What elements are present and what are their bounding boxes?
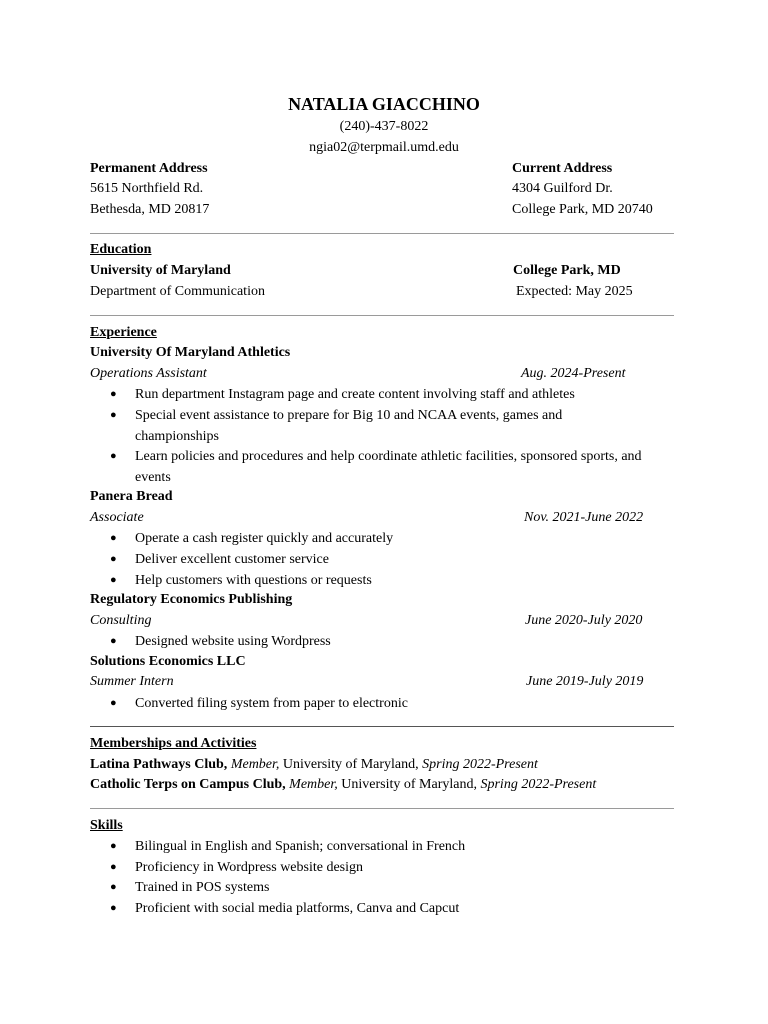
job-role: Associate xyxy=(90,510,144,525)
list-item xyxy=(110,693,670,714)
job-org: University Of Maryland Athletics xyxy=(90,345,291,360)
bullet-icon: ● xyxy=(110,409,117,421)
list-item xyxy=(110,857,670,878)
bullet-icon: ● xyxy=(110,450,117,462)
divider xyxy=(90,233,674,234)
membership-org: University of Maryland, xyxy=(282,757,419,772)
job-bullet-text: Run department Instagram page and create content involving staff and athletes xyxy=(135,387,575,402)
list-item xyxy=(110,570,670,591)
job-org: Regulatory Economics Publishing xyxy=(90,592,293,607)
job-dates: June 2020-July 2020 xyxy=(525,613,643,628)
job-dates: Aug. 2024-Present xyxy=(521,366,626,381)
education-school: University of Maryland xyxy=(90,263,231,278)
skill-text: Proficiency in Wordpress website design xyxy=(135,860,364,875)
job-bullet-text: Converted filing system from paper to electronic xyxy=(135,696,408,711)
job-bullet-text: Learn policies and procedures and help coordinate athletic facilities, sponsored sports, and events xyxy=(135,449,642,485)
current-address-label: Current Address xyxy=(512,161,613,176)
job-role: Operations Assistant xyxy=(90,366,207,381)
list-item xyxy=(110,528,670,549)
job-dates: Nov. 2021-June 2022 xyxy=(524,510,644,525)
membership-club: Catholic Terps on Campus Club, xyxy=(90,777,286,792)
membership-club: Latina Pathways Club, xyxy=(90,757,228,772)
bullet-icon: ● xyxy=(110,553,117,565)
current-address-line1: 4304 Guilford Dr. xyxy=(512,181,613,196)
membership-item xyxy=(90,775,596,795)
bullet-icon: ● xyxy=(110,861,117,873)
resume-name: NATALIA GIACCHINO xyxy=(288,94,480,114)
bullet-icon: ● xyxy=(110,574,117,586)
phone-number: (240)-437-8022 xyxy=(339,119,429,134)
bullet-icon: ● xyxy=(110,840,117,852)
permanent-address-line2: Bethesda, MD 20817 xyxy=(90,202,210,217)
membership-org: University of Maryland, xyxy=(341,777,477,792)
bullet-icon: ● xyxy=(110,881,117,893)
skill-text: Bilingual in English and Spanish; conversational in French xyxy=(135,839,466,854)
job-org: Solutions Economics LLC xyxy=(90,654,246,669)
list-item xyxy=(110,446,670,488)
membership-role: Member, xyxy=(289,777,338,792)
job-bullet-text: Special event assistance to prepare for Big 10 and NCAA events, games and championships xyxy=(135,408,563,444)
list-item xyxy=(110,898,670,919)
current-address-line2: College Park, MD 20740 xyxy=(512,202,653,217)
skills-heading: Skills xyxy=(90,818,123,833)
job-role: Consulting xyxy=(90,613,152,628)
education-department: Department of Communication xyxy=(90,284,265,299)
list-item xyxy=(110,836,670,857)
bullet-icon: ● xyxy=(110,388,117,400)
membership-role: Member, xyxy=(230,757,280,772)
bullet-icon: ● xyxy=(110,902,117,914)
experience-heading: Experience xyxy=(90,325,157,340)
divider xyxy=(90,726,674,727)
job-org: Panera Bread xyxy=(90,489,173,504)
job-bullet-text: Deliver excellent customer service xyxy=(135,552,329,567)
skill-text: Proficient with social media platforms, Canva and Capcut xyxy=(135,901,460,916)
memberships-heading: Memberships and Activities xyxy=(90,736,257,751)
education-location: College Park, MD xyxy=(513,263,621,278)
divider xyxy=(90,315,674,316)
membership-item xyxy=(90,755,538,775)
permanent-address-line1: 5615 Northfield Rd. xyxy=(90,181,204,196)
list-item xyxy=(110,405,670,447)
bullet-icon: ● xyxy=(110,635,117,647)
education-heading: Education xyxy=(90,242,152,257)
education-expected: Expected: May 2025 xyxy=(516,284,633,299)
skill-text: Trained in POS systems xyxy=(135,880,270,895)
job-bullet-text: Operate a cash register quickly and accurately xyxy=(135,531,394,546)
bullet-icon: ● xyxy=(110,697,117,709)
job-role: Summer Intern xyxy=(90,674,174,689)
bullet-icon: ● xyxy=(110,532,117,544)
membership-dates: Spring 2022-Present xyxy=(422,757,538,772)
list-item xyxy=(110,877,670,898)
divider xyxy=(90,808,674,809)
job-bullet-text: Designed website using Wordpress xyxy=(135,634,331,649)
list-item xyxy=(110,384,670,405)
job-bullet-text: Help customers with questions or requests xyxy=(135,573,372,588)
list-item xyxy=(110,549,670,570)
email-address: ngia02@terpmail.umd.edu xyxy=(309,140,459,155)
job-dates: June 2019-July 2019 xyxy=(526,674,644,689)
permanent-address-label: Permanent Address xyxy=(90,161,208,176)
membership-dates: Spring 2022-Present xyxy=(480,777,597,792)
list-item xyxy=(110,631,670,652)
